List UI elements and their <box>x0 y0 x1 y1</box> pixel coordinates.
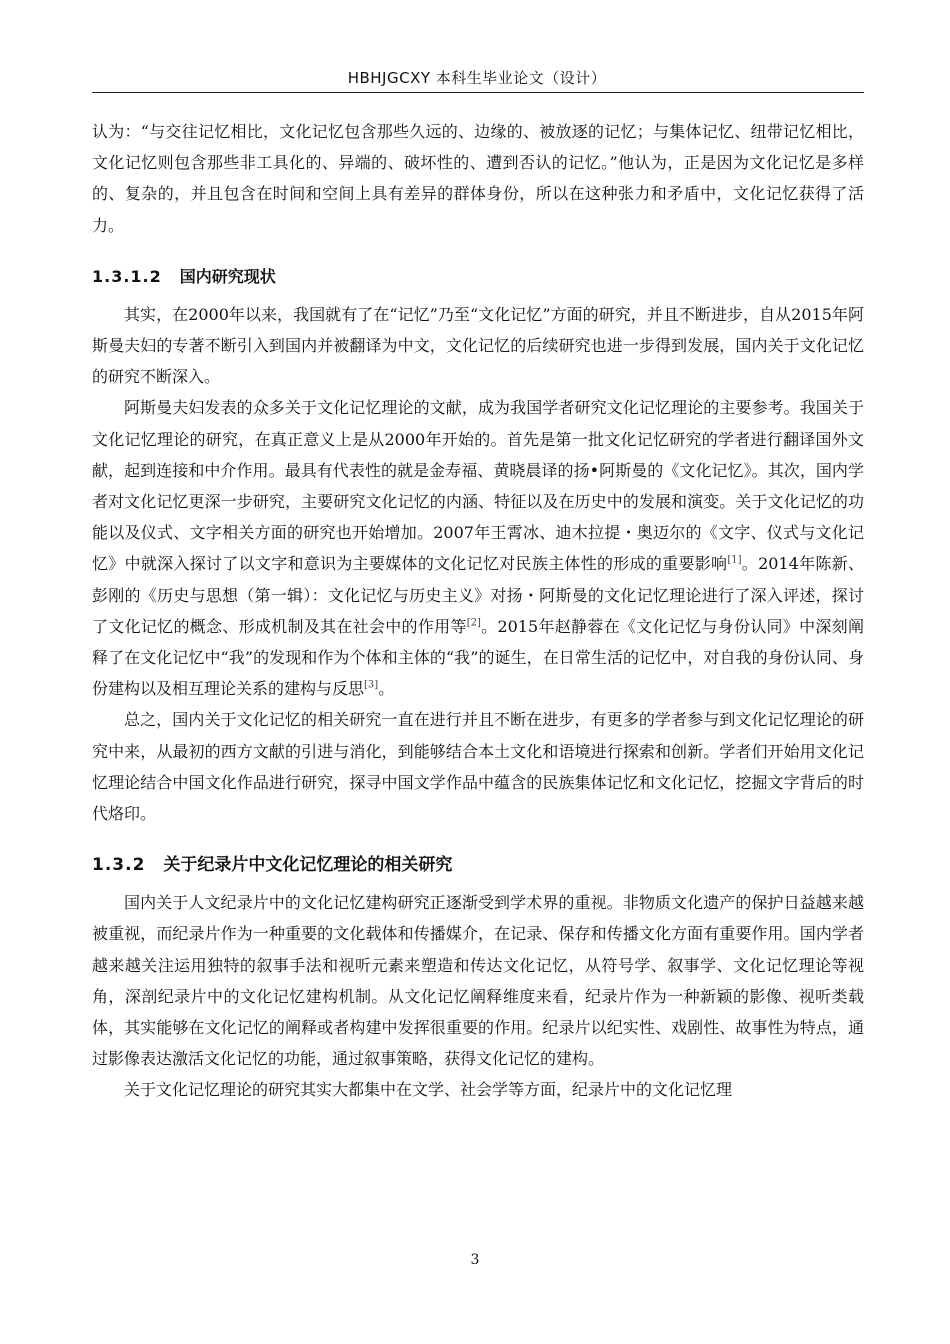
paragraph-continuation: 认为：“与交往记忆相比，文化记忆包含那些久远的、边缘的、被放逐的记忆；与集体记忆、纽带记忆相比，文化记忆则包含那些非工具化的、异端的、破坏性的、遭到否认的记忆。”他认为，正是因为文化记忆是多样的、复杂的，并且包含在时间和空间上具有差异的群体身份，所以在这种张力和矛盾中，文化记忆获得了活力。 <box>92 122 864 235</box>
paragraph-text: 。2014年陈新、彭刚的《历史与思想（第一辑）：文化记忆与历史主义》对扬・阿斯曼的文化记忆理论进行了深入评述，探讨了文化记忆的概念、形成机制及其在社会中的作用等 <box>92 554 864 636</box>
paragraph-text: 阿斯曼夫妇发表的众多关于文化记忆理论的文献，成为我国学者研究文化记忆理论的主要参考。我国关于文化记忆理论的研究，在真正意义上是从2000年开始的。首先是第一批文化记忆研究的学者进行翻译国外文献，起到连接和中介作用。最具有代表性的就是金寿福、黄晓晨译的扬•阿斯曼的《文化记忆》。其次，国内学者对文化记忆更深一步研究，主要研究文化记忆的内涵、特征以及在历史中的发展和演变。关于文化记忆的功能以及仪式、文字相关方面的研究也开始增加。2007年王霄冰、迪木拉提・奥迈尔的《文字、仪式与文化记忆》中就深入探讨了以文字和意识为主要媒体的文化记忆对民族主体性的形成的重要影响 <box>92 398 864 574</box>
paragraph: 国内关于人文纪录片中的文化记忆建构研究正逐渐受到学术界的重视。非物质文化遗产的保护日益越来越被重视，而纪录片作为一种重要的文化载体和传播媒介，在记录、保存和传播文化方面有重要作用。国内学者越来越关注运用独特的叙事手法和视听元素来塑造和传达文化记忆，从符号学、叙事学、文化记忆理论等视角，深剖纪录片中的文化记忆建构机制。从文化记忆阐释维度来看，纪录片作为一种新颖的影像、视听类载体，其实能够在文化记忆的阐释或者构建中发挥很重要的作用。纪录片以纪实性、戏剧性、故事性为特点，通过影像表达激活文化记忆的功能，通过叙事策略，获得文化记忆的建构。 <box>92 893 864 1069</box>
paragraph-text: 。2015年赵静蓉在《文化记忆与身份认同》中深刻阐释了在文化记忆中“我”的发现和作为个体和主体的“我”的诞生，在日常生活的记忆中，对自我的身份认同、身份建构以及相互理论关系的建构与反思 <box>92 616 864 699</box>
section-number: 1.3.2 <box>92 855 146 876</box>
page-number: 3 <box>470 1252 480 1268</box>
section-number: 1.3.1.2 <box>92 266 162 286</box>
header-divider <box>92 92 864 93</box>
body-text <box>92 116 864 1106</box>
paragraph: 关于文化记忆理论的研究其实大都集中在文学、社会学等方面，纪录片中的文化记忆理 <box>124 1080 733 1100</box>
citation-ref-2[interactable]: [2] <box>466 617 481 629</box>
section-title: 国内研究现状 <box>179 266 276 286</box>
citation-ref-1[interactable]: [1] <box>727 555 742 567</box>
paragraph-text: 。 <box>378 679 395 699</box>
paragraph: 总之，国内关于文化记忆的相关研究一直在进行并且不断在进步，有更多的学者参与到文化记忆理论的研究中来，从最初的西方文献的引进与消化，到能够结合本土文化和语境进行探索和创新。学者们开始用文化记忆理论结合中国文化作品进行研究，探寻中国文学作品中蕴含的民族集体记忆和文化记忆，挖掘文字背后的时代烙印。 <box>92 710 864 824</box>
section-title: 关于纪录片中文化记忆理论的相关研究 <box>163 855 453 876</box>
citation-ref-3[interactable]: [3] <box>364 679 379 691</box>
paragraph-with-citations <box>92 392 864 704</box>
paragraph: 其实，在2000年以来，我国就有了在“记忆”乃至“文化记忆”方面的研究，并且不断进步，自从2015年阿斯曼夫妇的专著不断引入到国内并被翻译为中文，文化记忆的后续研究也进一步得到发展，国内关于文化记忆的研究不断深入。 <box>92 304 864 387</box>
section-heading-1-3-1-2 <box>92 265 864 289</box>
section-heading-1-3-2 <box>92 853 864 877</box>
running-header: HBHJGCXY 本科生毕业论文（设计） <box>347 69 607 87</box>
